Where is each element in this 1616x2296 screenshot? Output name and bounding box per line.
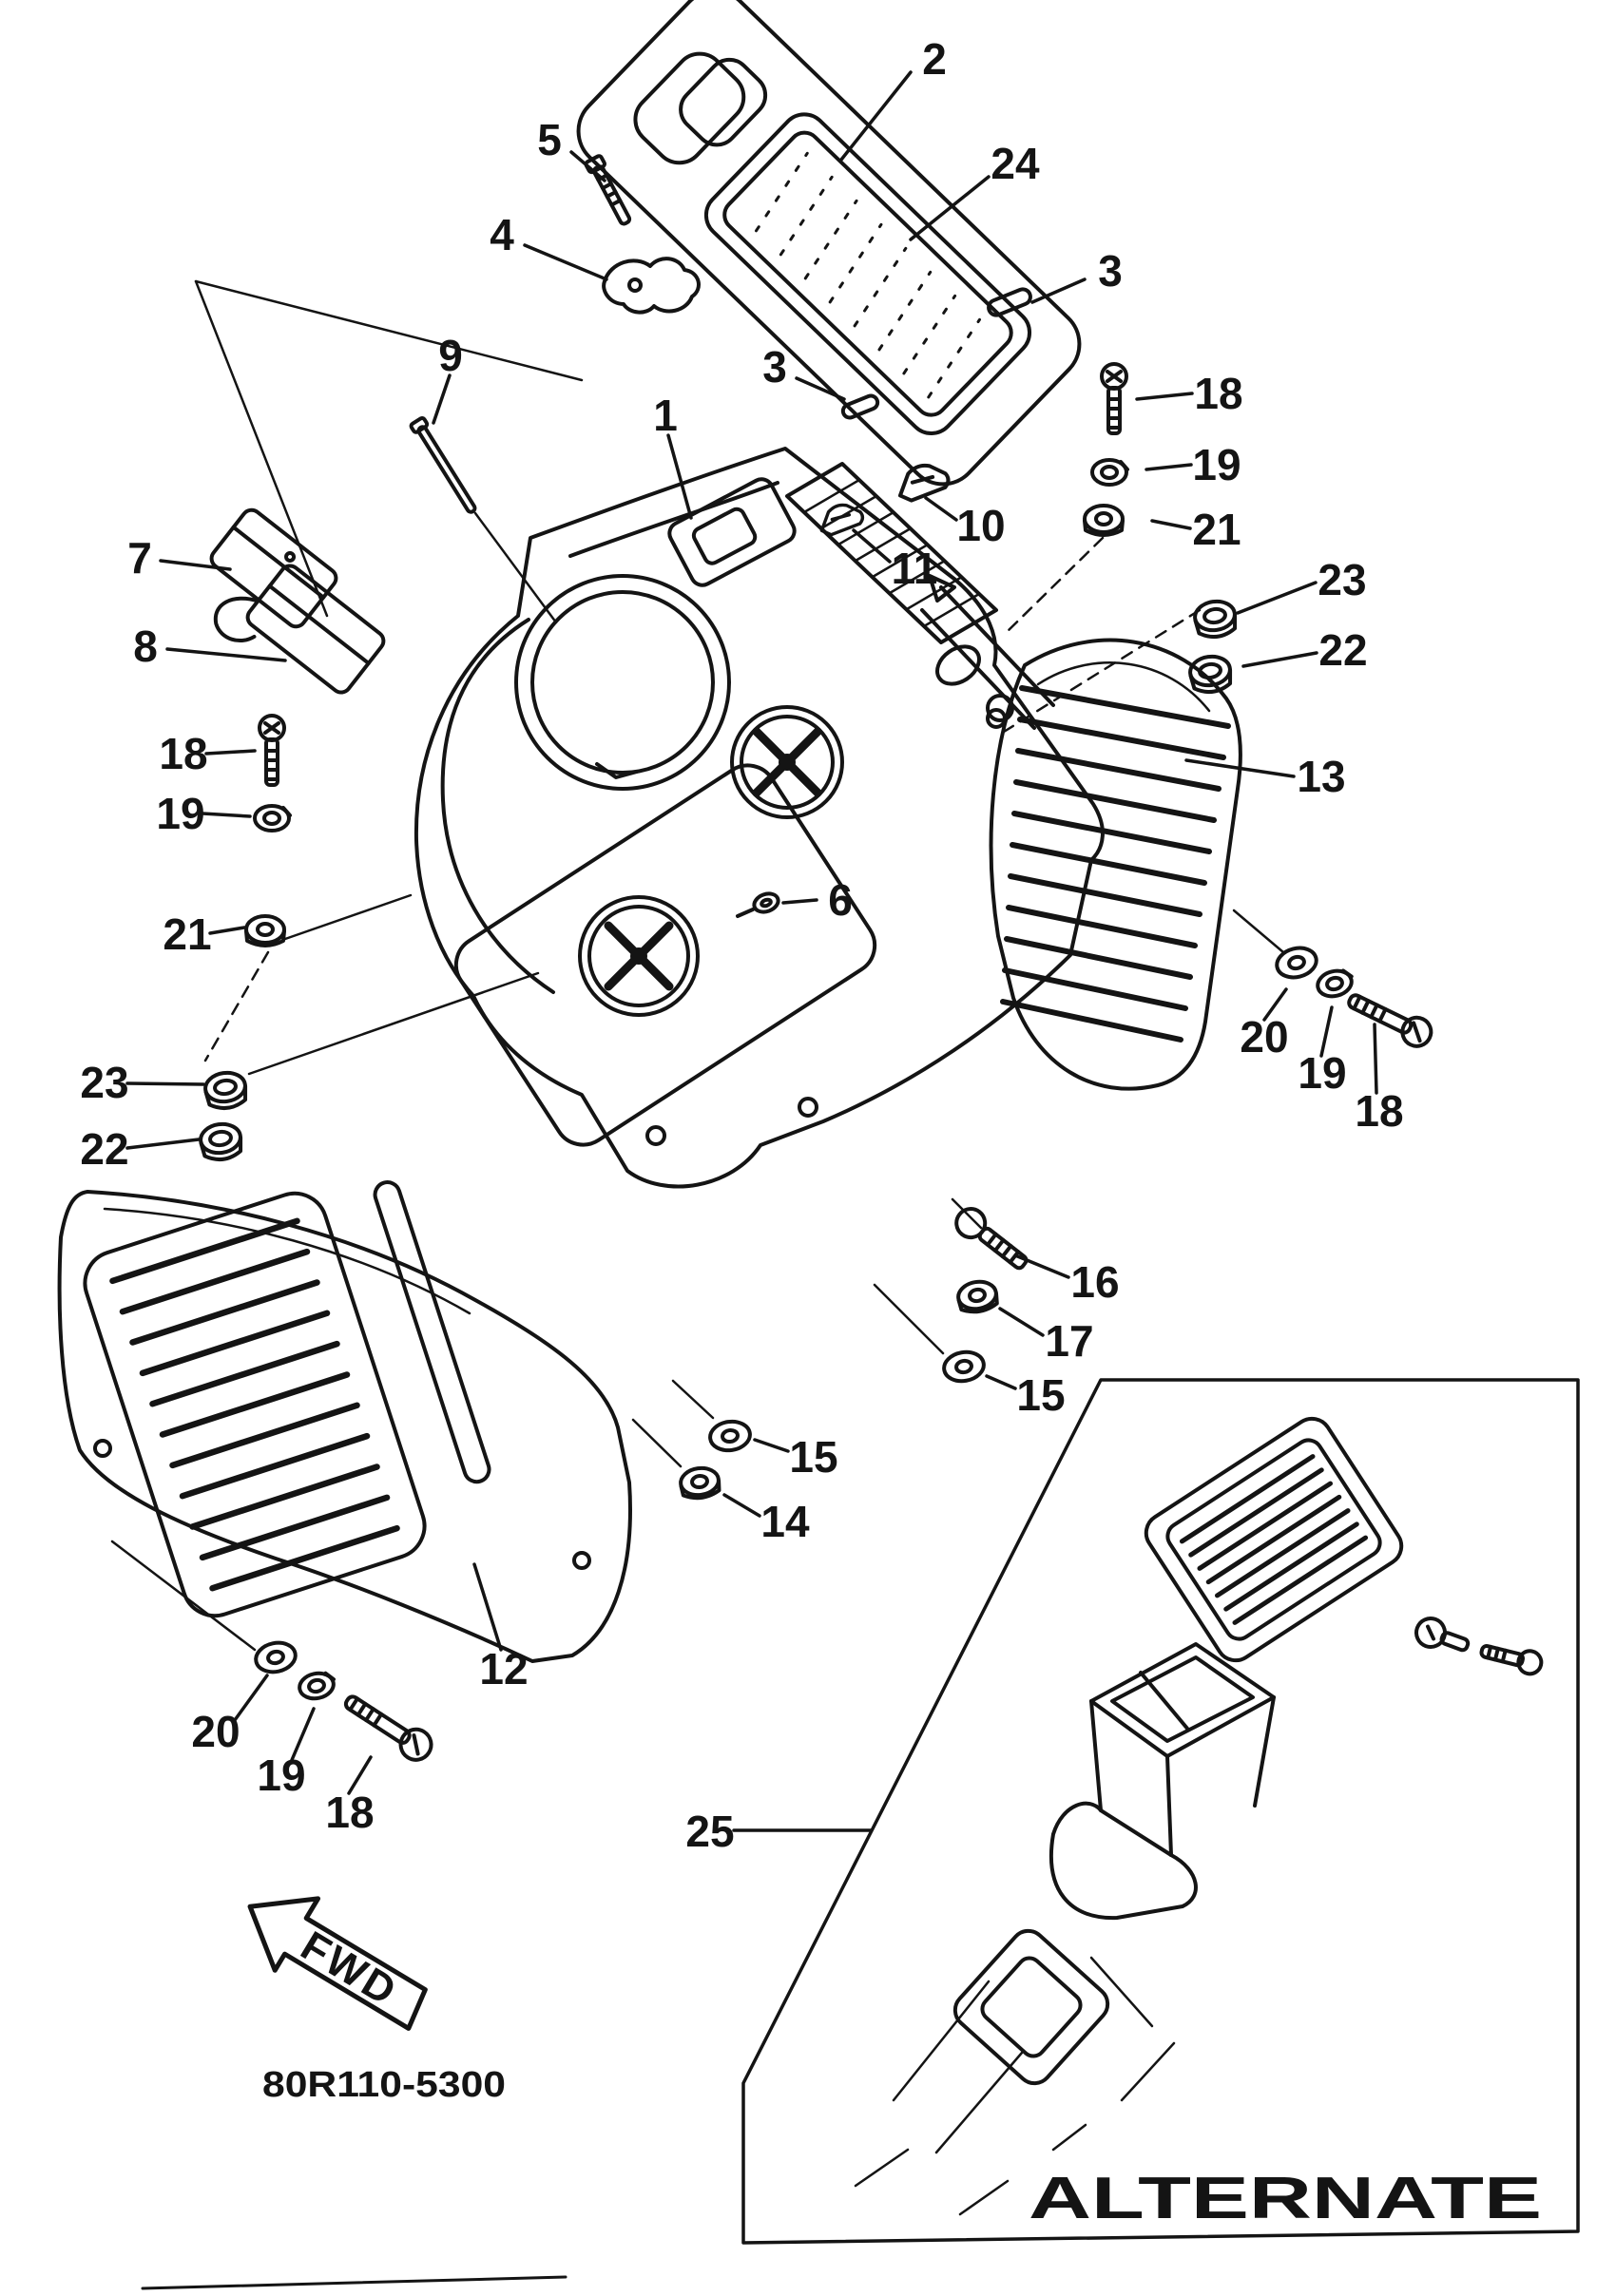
alternate-bolt (1479, 1639, 1544, 1676)
leader-line-15-27 (755, 1440, 788, 1451)
alternate-duct (1051, 1644, 1274, 1918)
cover-pad (697, 105, 1039, 442)
callout-label-19-19: 19 (156, 789, 205, 838)
callout-label-13-15: 13 (1297, 752, 1346, 801)
callout-label-17-25: 17 (1045, 1316, 1094, 1366)
leader-line-1-7 (668, 435, 691, 518)
leader-line-15-26 (987, 1376, 1015, 1388)
fwd-label: FWD (293, 1922, 407, 2017)
fwd-arrow (228, 1870, 441, 2044)
callout-label-1-7: 1 (653, 391, 678, 440)
callout-label-22-23: 22 (80, 1124, 129, 1174)
console-top-cover (564, 0, 1094, 499)
screw-18-right (1344, 986, 1436, 1051)
callout-label-22-14: 22 (1318, 625, 1368, 675)
leader-line-18-35 (1375, 1024, 1376, 1093)
leader-line-19-19 (202, 813, 250, 816)
alternate-label: ALTERNATE (1029, 2166, 1542, 2231)
long-pin (410, 417, 479, 515)
panel-grille (77, 1161, 508, 1624)
callout-label-24-1: 24 (991, 139, 1040, 188)
gauge-bezel-outer (516, 576, 729, 789)
leader-line-9-5 (433, 375, 450, 423)
callout-label-6-21: 6 (828, 875, 853, 925)
callout-label-23-22: 23 (80, 1058, 129, 1107)
callout-label-19-31: 19 (257, 1751, 306, 1800)
callout-label-15-26: 15 (1016, 1370, 1066, 1420)
gauge-opening (532, 592, 713, 773)
callout-label-15-27: 15 (789, 1432, 838, 1482)
leader-line-10-8 (926, 498, 956, 520)
side-vent-grille (991, 641, 1241, 1089)
callout-label-18-18: 18 (159, 729, 208, 778)
leader-line-18-10 (1137, 393, 1192, 399)
callout-label-4-4: 4 (490, 210, 514, 259)
callout-label-23-13: 23 (1318, 555, 1367, 604)
callout-label-14-28: 14 (760, 1497, 810, 1546)
left-side-panel (60, 1161, 630, 1661)
callout-label-18-10: 18 (1194, 369, 1243, 418)
leader-line-23-22 (127, 1083, 203, 1084)
leader-line-22-23 (127, 1139, 199, 1148)
knee-pad-plate (445, 755, 885, 1156)
leader-line-18-18 (206, 751, 255, 754)
leader-lines (127, 72, 1376, 1830)
leader-line-19-11 (1146, 465, 1191, 469)
leader-line-2-0 (841, 72, 911, 160)
callout-label-20-30: 20 (191, 1707, 240, 1756)
leader-line-17-25 (1000, 1309, 1043, 1335)
leader-line-23-13 (1238, 583, 1316, 613)
callout-label-9-5: 9 (438, 331, 463, 380)
cable-holder (604, 258, 699, 312)
alternate-inset (743, 1380, 1578, 2243)
callout-label-5-3: 5 (537, 115, 562, 164)
leader-line-8-17 (167, 649, 285, 660)
callout-label-10-8: 10 (956, 501, 1006, 550)
screw-18-bottom-left (339, 1688, 437, 1766)
bracket-lower (208, 545, 388, 716)
bolt-16 (951, 1203, 1032, 1276)
cross-vent-lower (580, 897, 698, 1015)
clamp-upper (895, 460, 952, 503)
leader-line-22-14 (1243, 653, 1317, 666)
callout-label-3-6: 3 (762, 342, 787, 392)
callout-labels (80, 34, 1403, 1856)
hinge-pin-left (841, 393, 879, 419)
callout-label-18-35: 18 (1355, 1086, 1404, 1136)
alternate-screw (1413, 1615, 1472, 1659)
leader-line-11-9 (854, 530, 890, 562)
callout-label-25-36: 25 (685, 1807, 735, 1856)
callout-label-19-11: 19 (1192, 440, 1241, 489)
callout-label-11-9: 11 (891, 544, 938, 593)
leader-line-7-16 (161, 561, 230, 569)
callout-label-8-17: 8 (133, 622, 158, 671)
callout-label-12-29: 12 (479, 1644, 529, 1693)
callout-label-20-33: 20 (1240, 1012, 1289, 1062)
leader-line-14-28 (724, 1495, 760, 1516)
leader-line-6-21 (783, 900, 817, 903)
callout-label-21-20: 21 (163, 909, 212, 959)
callout-label-3-2: 3 (1098, 246, 1123, 296)
callout-label-19-34: 19 (1298, 1048, 1347, 1098)
callout-label-18-32: 18 (325, 1788, 375, 1837)
callout-label-2-0: 2 (922, 34, 947, 84)
leader-line-21-20 (210, 928, 244, 933)
callout-label-16-24: 16 (1070, 1257, 1120, 1307)
leader-line-4-4 (525, 245, 606, 279)
callout-label-7-16: 7 (127, 533, 152, 583)
instrument-console (416, 449, 1103, 1187)
leader-line-21-12 (1152, 521, 1190, 528)
callout-label-21-12: 21 (1192, 505, 1241, 554)
drawing-number: 80R110-5300 (262, 2065, 506, 2105)
alternate-vent-grille (1139, 1411, 1409, 1668)
damper-6 (738, 890, 780, 916)
